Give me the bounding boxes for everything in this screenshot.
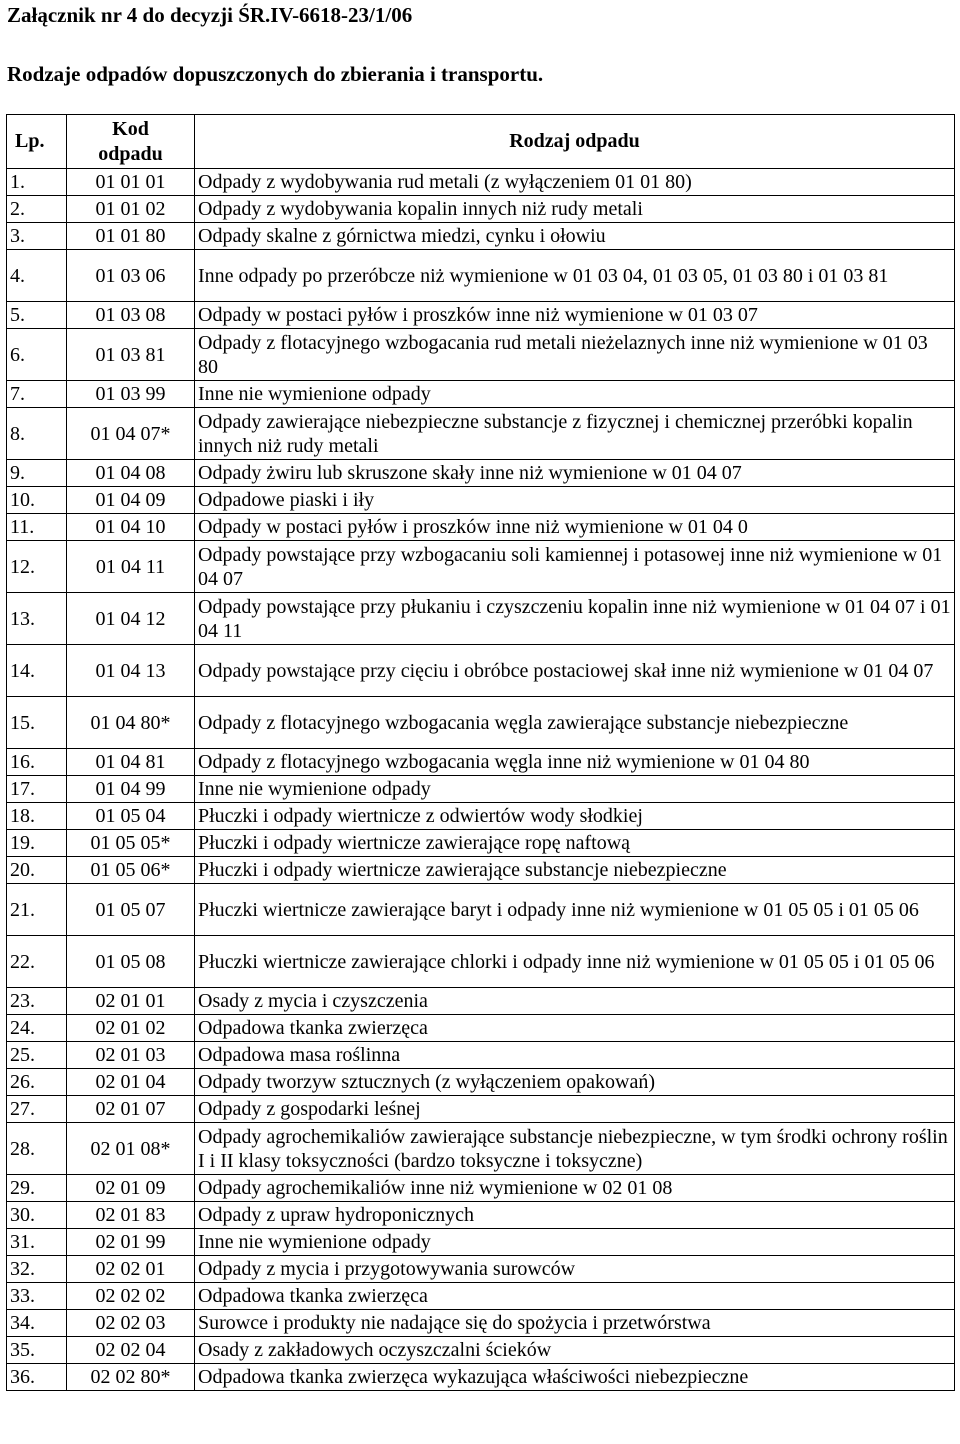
table-row (7, 223, 955, 250)
cell-rodzaj: Odpady z mycia i przygotowywania surowców (195, 1256, 955, 1283)
cell-lp: 13. (7, 593, 67, 645)
cell-rodzaj: Odpady z upraw hydroponicznych (195, 1202, 955, 1229)
table-row (7, 803, 955, 830)
cell-kod: 01 03 06 (67, 250, 195, 302)
cell-kod: 02 01 04 (67, 1069, 195, 1096)
cell-rodzaj: Odpady z wydobywania rud metali (z wyłączeniem 01 01 80) (195, 169, 955, 196)
cell-kod: 01 04 81 (67, 749, 195, 776)
table-row (7, 1310, 955, 1337)
header-kod-text: Kod odpadu (98, 117, 163, 165)
cell-kod: 02 02 01 (67, 1256, 195, 1283)
cell-lp: 33. (7, 1283, 67, 1310)
waste-table (6, 114, 955, 1391)
table-row (7, 1229, 955, 1256)
cell-kod: 02 01 08* (67, 1123, 195, 1175)
table-row (7, 514, 955, 541)
table-row (7, 169, 955, 196)
table-row (7, 487, 955, 514)
table-row (7, 408, 955, 460)
cell-lp: 23. (7, 988, 67, 1015)
table-row (7, 749, 955, 776)
table-row (7, 593, 955, 645)
cell-rodzaj: Odpadowa tkanka zwierzęca wykazująca właściwości niebezpieczne (195, 1364, 955, 1391)
cell-kod: 01 05 04 (67, 803, 195, 830)
cell-lp: 1. (7, 169, 67, 196)
cell-rodzaj: Płuczki wiertnicze zawierające baryt i odpady inne niż wymienione w 01 05 05 i 01 05 06 (195, 884, 955, 936)
cell-rodzaj: Odpady z flotacyjnego wzbogacania węgla inne niż wymienione w 01 04 80 (195, 749, 955, 776)
cell-kod: 02 01 01 (67, 988, 195, 1015)
cell-lp: 34. (7, 1310, 67, 1337)
table-row (7, 381, 955, 408)
cell-rodzaj: Odpady tworzyw sztucznych (z wyłączeniem opakowań) (195, 1069, 955, 1096)
cell-lp: 30. (7, 1202, 67, 1229)
cell-kod: 01 04 10 (67, 514, 195, 541)
cell-rodzaj: Osady z mycia i czyszczenia (195, 988, 955, 1015)
table-row (7, 329, 955, 381)
table-row (7, 1256, 955, 1283)
table-row (7, 697, 955, 749)
table-row (7, 1202, 955, 1229)
cell-kod: 02 01 09 (67, 1175, 195, 1202)
cell-kod: 01 04 80* (67, 697, 195, 749)
cell-lp: 6. (7, 329, 67, 381)
cell-lp: 22. (7, 936, 67, 988)
cell-kod: 01 04 09 (67, 487, 195, 514)
table-row (7, 1283, 955, 1310)
cell-lp: 27. (7, 1096, 67, 1123)
cell-kod: 01 04 99 (67, 776, 195, 803)
cell-kod: 01 04 12 (67, 593, 195, 645)
table-row (7, 1364, 955, 1391)
cell-rodzaj: Odpady powstające przy wzbogacaniu soli kamiennej i potasowej inne niż wymienione w 01 04 07 (195, 541, 955, 593)
cell-lp: 15. (7, 697, 67, 749)
cell-kod: 01 05 07 (67, 884, 195, 936)
cell-kod: 02 01 03 (67, 1042, 195, 1069)
table-row (7, 250, 955, 302)
cell-rodzaj: Inne odpady po przeróbcze niż wymienione w 01 03 04, 01 03 05, 01 03 80 i 01 03 81 (195, 250, 955, 302)
cell-lp: 17. (7, 776, 67, 803)
cell-lp: 8. (7, 408, 67, 460)
cell-lp: 25. (7, 1042, 67, 1069)
cell-lp: 29. (7, 1175, 67, 1202)
cell-lp: 35. (7, 1337, 67, 1364)
cell-lp: 19. (7, 830, 67, 857)
cell-rodzaj: Inne nie wymienione odpady (195, 1229, 955, 1256)
cell-rodzaj: Surowce i produkty nie nadające się do spożycia i przetwórstwa (195, 1310, 955, 1337)
table-row (7, 302, 955, 329)
table-row (7, 776, 955, 803)
cell-lp: 14. (7, 645, 67, 697)
header-rodzaj: Rodzaj odpadu (195, 115, 955, 169)
cell-kod: 01 05 05* (67, 830, 195, 857)
cell-kod: 01 03 99 (67, 381, 195, 408)
cell-lp: 24. (7, 1015, 67, 1042)
header-row (7, 115, 955, 169)
cell-lp: 5. (7, 302, 67, 329)
waste-table-header (7, 115, 955, 169)
cell-kod: 01 04 11 (67, 541, 195, 593)
cell-kod: 01 04 13 (67, 645, 195, 697)
cell-lp: 21. (7, 884, 67, 936)
cell-kod: 02 01 99 (67, 1229, 195, 1256)
table-row (7, 1175, 955, 1202)
cell-lp: 32. (7, 1256, 67, 1283)
table-row (7, 1042, 955, 1069)
cell-kod: 01 05 06* (67, 857, 195, 884)
cell-rodzaj: Odpady powstające przy cięciu i obróbce postaciowej skał inne niż wymienione w 01 04 07 (195, 645, 955, 697)
table-row (7, 1096, 955, 1123)
table-row (7, 541, 955, 593)
header-lp: Lp. (7, 115, 67, 169)
cell-rodzaj: Odpady z flotacyjnego wzbogacania rud metali nieżelaznych inne niż wymienione w 01 03 80 (195, 329, 955, 381)
cell-rodzaj: Odpadowa tkanka zwierzęca (195, 1015, 955, 1042)
cell-rodzaj: Odpady z flotacyjnego wzbogacania węgla zawierające substancje niebezpieczne (195, 697, 955, 749)
cell-lp: 3. (7, 223, 67, 250)
table-row (7, 1123, 955, 1175)
table-row (7, 1069, 955, 1096)
cell-rodzaj: Odpady agrochemikaliów zawierające substancje niebezpieczne, w tym środki ochrony roślin I i II klasy toksyczności (bardzo toksyczne i toksyczne) (195, 1123, 955, 1175)
cell-rodzaj: Inne nie wymienione odpady (195, 381, 955, 408)
table-row (7, 857, 955, 884)
table-row (7, 936, 955, 988)
cell-kod: 01 05 08 (67, 936, 195, 988)
cell-rodzaj: Odpady powstające przy płukaniu i czyszczeniu kopalin inne niż wymienione w 01 04 07 i 01 04 11 (195, 593, 955, 645)
cell-lp: 16. (7, 749, 67, 776)
cell-kod: 02 01 07 (67, 1096, 195, 1123)
cell-lp: 9. (7, 460, 67, 487)
cell-lp: 18. (7, 803, 67, 830)
cell-kod: 01 03 81 (67, 329, 195, 381)
cell-rodzaj: Płuczki i odpady wiertnicze z odwiertów wody słodkiej (195, 803, 955, 830)
cell-kod: 02 02 80* (67, 1364, 195, 1391)
table-row (7, 460, 955, 487)
cell-kod: 02 02 02 (67, 1283, 195, 1310)
header-kod (67, 115, 195, 169)
cell-lp: 4. (7, 250, 67, 302)
cell-lp: 2. (7, 196, 67, 223)
cell-kod: 01 01 80 (67, 223, 195, 250)
cell-kod: 01 03 08 (67, 302, 195, 329)
cell-kod: 02 02 03 (67, 1310, 195, 1337)
cell-rodzaj: Odpadowa tkanka zwierzęca (195, 1283, 955, 1310)
cell-lp: 12. (7, 541, 67, 593)
cell-lp: 28. (7, 1123, 67, 1175)
cell-rodzaj: Płuczki i odpady wiertnicze zawierające substancje niebezpieczne (195, 857, 955, 884)
cell-kod: 01 01 02 (67, 196, 195, 223)
cell-rodzaj: Odpady w postaci pyłów i proszków inne niż wymienione w 01 04 0 (195, 514, 955, 541)
cell-rodzaj: Płuczki i odpady wiertnicze zawierające ropę naftową (195, 830, 955, 857)
table-row (7, 1015, 955, 1042)
cell-rodzaj: Odpady skalne z górnictwa miedzi, cynku i ołowiu (195, 223, 955, 250)
cell-lp: 26. (7, 1069, 67, 1096)
table-row (7, 645, 955, 697)
cell-rodzaj: Płuczki wiertnicze zawierające chlorki i odpady inne niż wymienione w 01 05 05 i 01 05 06 (195, 936, 955, 988)
document-title: Załącznik nr 4 do decyzji ŚR.IV-6618-23/1/06 (7, 3, 413, 27)
cell-rodzaj: Odpady agrochemikaliów inne niż wymienione w 02 01 08 (195, 1175, 955, 1202)
cell-kod: 01 04 08 (67, 460, 195, 487)
cell-rodzaj: Odpadowa masa roślinna (195, 1042, 955, 1069)
cell-rodzaj: Odpady z wydobywania kopalin innych niż rudy metali (195, 196, 955, 223)
cell-kod: 02 01 02 (67, 1015, 195, 1042)
cell-lp: 7. (7, 381, 67, 408)
cell-rodzaj: Odpadowe piaski i iły (195, 487, 955, 514)
cell-kod: 01 04 07* (67, 408, 195, 460)
cell-lp: 11. (7, 514, 67, 541)
waste-table-body (7, 169, 955, 1391)
cell-rodzaj: Odpady zawierające niebezpieczne substancje z fizycznej i chemicznej przeróbki kopalin innych niż rudy metali (195, 408, 955, 460)
table-row (7, 1337, 955, 1364)
cell-lp: 20. (7, 857, 67, 884)
cell-kod: 02 01 83 (67, 1202, 195, 1229)
table-row (7, 830, 955, 857)
cell-rodzaj: Inne nie wymienione odpady (195, 776, 955, 803)
table-row (7, 988, 955, 1015)
document-subtitle: Rodzaje odpadów dopuszczonych do zbierania i transportu. (7, 62, 544, 86)
cell-lp: 36. (7, 1364, 67, 1391)
cell-rodzaj: Odpady z gospodarki leśnej (195, 1096, 955, 1123)
cell-kod: 02 02 04 (67, 1337, 195, 1364)
table-row (7, 196, 955, 223)
cell-rodzaj: Odpady w postaci pyłów i proszków inne niż wymienione w 01 03 07 (195, 302, 955, 329)
cell-lp: 10. (7, 487, 67, 514)
cell-rodzaj: Osady z zakładowych oczyszczalni ścieków (195, 1337, 955, 1364)
cell-lp: 31. (7, 1229, 67, 1256)
cell-rodzaj: Odpady żwiru lub skruszone skały inne niż wymienione w 01 04 07 (195, 460, 955, 487)
table-row (7, 884, 955, 936)
cell-kod: 01 01 01 (67, 169, 195, 196)
